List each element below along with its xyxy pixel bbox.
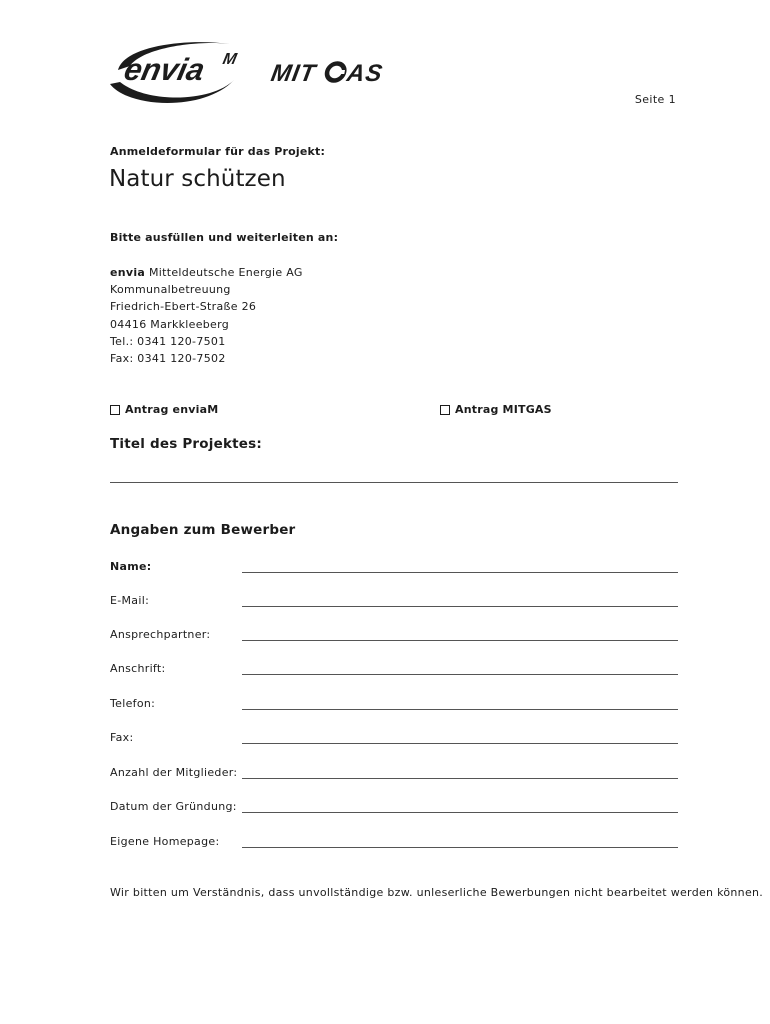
field-founding-date bbox=[110, 798, 678, 818]
page-number: Seite 1 bbox=[634, 93, 676, 106]
svg-text:AS: AS bbox=[345, 60, 386, 87]
address-phone: Tel.: 0341 120-7501 bbox=[110, 334, 226, 348]
field-label: Name: bbox=[110, 560, 152, 573]
field-name bbox=[110, 558, 678, 578]
address-company-rest: Mitteldeutsche Energie AG bbox=[145, 266, 303, 279]
footer-note: Wir bitten um Verständnis, dass unvollständige bzw. unleserliche Bewerbungen nicht bearbeitet werden können. bbox=[110, 886, 764, 899]
address-street: Friedrich-Ebert-Straße 26 bbox=[110, 300, 257, 314]
field-fax bbox=[110, 729, 678, 749]
brand-logos bbox=[108, 36, 408, 108]
address-department: Kommunalbetreuung bbox=[110, 283, 231, 297]
field-input-line[interactable] bbox=[242, 709, 678, 710]
checkbox-square-icon[interactable] bbox=[110, 405, 120, 415]
field-contact-person bbox=[110, 626, 678, 646]
form-kicker: Anmeldeformular für das Projekt: bbox=[110, 145, 326, 158]
address-city: 04416 Markkleeberg bbox=[110, 317, 230, 331]
field-label: Fax: bbox=[110, 731, 134, 744]
checkbox-antrag-mitgas[interactable] bbox=[440, 403, 552, 416]
field-input-line[interactable] bbox=[242, 778, 678, 779]
project-title-label: Titel des Projektes: bbox=[110, 436, 262, 452]
field-input-line[interactable] bbox=[242, 572, 678, 573]
send-to-heading: Bitte ausfüllen und weiterleiten an: bbox=[110, 231, 339, 244]
svg-text:M: M bbox=[221, 50, 239, 68]
project-title-input-line[interactable] bbox=[110, 482, 678, 483]
field-email bbox=[110, 592, 678, 612]
field-label: Eigene Homepage: bbox=[110, 835, 220, 848]
address-fax: Fax: 0341 120-7502 bbox=[110, 352, 226, 366]
svg-text:MIT: MIT bbox=[269, 60, 319, 87]
field-input-line[interactable] bbox=[242, 606, 678, 607]
field-address bbox=[110, 660, 678, 680]
envia-wordmark bbox=[121, 50, 239, 87]
checkbox-square-icon[interactable] bbox=[440, 405, 450, 415]
field-label: Datum der Gründung: bbox=[110, 800, 237, 813]
field-label: E-Mail: bbox=[110, 594, 150, 607]
field-label: Anzahl der Mitglieder: bbox=[110, 766, 238, 779]
field-input-line[interactable] bbox=[242, 640, 678, 641]
envia-mitgas-logo bbox=[108, 36, 408, 108]
checkbox-antrag-enviam[interactable] bbox=[110, 403, 218, 416]
field-label: Telefon: bbox=[110, 697, 156, 710]
field-input-line[interactable] bbox=[242, 743, 678, 744]
field-label: Ansprechpartner: bbox=[110, 628, 211, 641]
checkbox-label: Antrag MITGAS bbox=[455, 403, 552, 416]
field-input-line[interactable] bbox=[242, 812, 678, 813]
mitgas-wordmark bbox=[269, 60, 385, 87]
field-phone bbox=[110, 695, 678, 715]
field-homepage bbox=[110, 833, 678, 853]
checkbox-label: Antrag enviaM bbox=[125, 403, 219, 416]
svg-text:envia: envia bbox=[121, 52, 208, 87]
field-member-count bbox=[110, 764, 678, 784]
applicant-section-heading: Angaben zum Bewerber bbox=[110, 522, 296, 538]
address-company bbox=[110, 264, 303, 281]
field-input-line[interactable] bbox=[242, 847, 678, 848]
recipient-address bbox=[110, 264, 303, 367]
field-label: Anschrift: bbox=[110, 662, 166, 675]
address-company-bold: envia bbox=[110, 266, 146, 279]
page-title: Natur schützen bbox=[109, 166, 286, 192]
field-input-line[interactable] bbox=[242, 674, 678, 675]
